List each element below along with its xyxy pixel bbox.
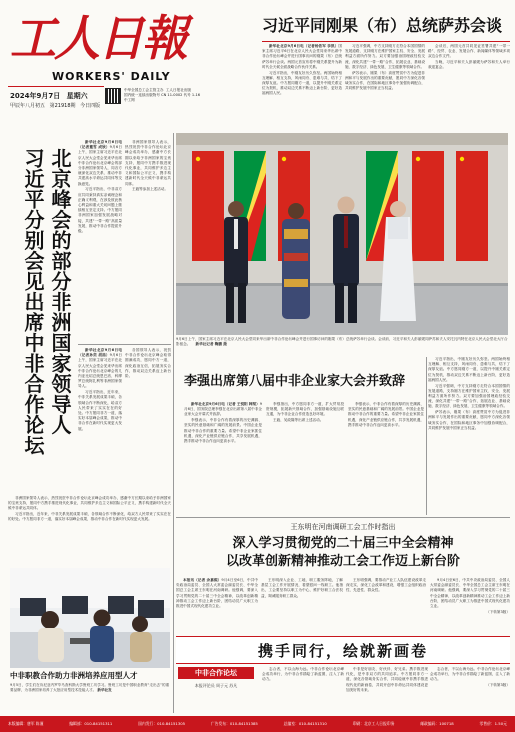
publisher-line-3: 国内统一连续出版物号 CN 11-0002 bbox=[124, 93, 183, 97]
article-2-byline: 新华社北京9月6日电（记者 王悦阳 韩梁） bbox=[191, 402, 260, 406]
left-photo-text bbox=[10, 683, 172, 713]
footer-item-5: 总编室：010-84151310 bbox=[283, 721, 327, 726]
lunar-date: 甲辰年八月初五 bbox=[10, 103, 46, 109]
left-article-2-col-1 bbox=[78, 348, 122, 516]
left-article-2-para-1: 9月6日上午，国家主席习近平在北京人民大会堂会见来华出席中非合作论坛北京峰会的几内亚比绍总统恩巴洛、科摩罗总统阿扎利等非洲国家领导人。 bbox=[78, 353, 122, 389]
lead-para-1: 国家主席习近平6日在北京人民大会堂同来华出席中非合作论坛峰会并进行国事访问的刚果（布）总统萨苏举行会谈。两国元首宣布将中刚关系提升为新时代全天候全面战略合作伙伴关系。 bbox=[262, 44, 342, 69]
left-para-2: 习近平指出，中非双方应共同秉持真实亲诚理念和正确义利观，在涉及彼此核心利益和重大关切问题上继续相互坚定支持。中方愿同非洲国家加强发展战略对接，共建“一带一路”高质量发展，推动中非合作提质升级。 bbox=[78, 187, 122, 234]
article-2-para-4: 王毅、吴政隆等出席上述活动。 bbox=[273, 418, 324, 423]
left-article-2-byline: 新华社北京9月6日电（记者孙奕 胡喆） bbox=[78, 348, 122, 358]
main-photo bbox=[176, 133, 508, 335]
footer-item-4: 广告发布：010-84151385 bbox=[210, 721, 258, 726]
article-2-col-1 bbox=[184, 402, 262, 512]
article-3-col-3 bbox=[346, 578, 426, 634]
article-2-headline: 李强出席第八届中非企业家大会并致辞 bbox=[184, 374, 406, 389]
left-lower-text bbox=[8, 496, 171, 566]
website-link[interactable]: 中工网 bbox=[124, 98, 135, 102]
column-tag bbox=[178, 667, 254, 679]
left-para-3: 非洲国家领导人表示，热烈祝贺中非合作论坛北京峰会成功举办，感谢中方长期以来给予非洲国家的宝贵支持，愿同中方携手推进现代化事业，共同维护多边主义和国际公平正义，携手构建新时代全天候中非命运共同体。 bbox=[125, 140, 171, 186]
left-lower-para-1: 非洲国家领导人表示，热烈祝贺中非合作论坛北京峰会成功举办，感谢中方长期以来给予非洲国家的宝贵支持，愿同中方携手推进现代化事业，共同维护多边主义和国际公平正义，携手构建新时代全天候中非命运共同体。 bbox=[8, 496, 171, 511]
main-photo-credit: 新华社记者 鞠鹏 摄 bbox=[195, 342, 227, 346]
article-3-credit: （下转第3版） bbox=[486, 609, 510, 614]
main-photo-caption-text: 9月6日上午，国家主席习近平在北京人民大会堂同来华出席中非合作论坛峰会并进行国事访问的刚果（布）总统萨苏举行会谈。会谈前，习近平和夫人彭丽媛同萨苏和夫人安托瓦内特在北京人民大会堂北大厅合影留念。 bbox=[176, 337, 508, 346]
newspaper-logo: 工人日報 bbox=[10, 9, 186, 67]
lead-article-col-2 bbox=[345, 44, 425, 132]
article-2-col-3 bbox=[348, 402, 424, 512]
masthead-rule bbox=[8, 86, 104, 87]
divider-right-column bbox=[426, 357, 427, 515]
lead-para-6: 当晚，习近平和夫人彭丽媛为萨苏和夫人举行欢迎宴会。 bbox=[428, 60, 510, 70]
left-photo-text-body: 9月5日，学生们在肯尼亚内罗毕马查科斯大学鲁班工坊学习。鲁班工坊是中国职业教育“走出去”的重要品牌，为非洲国家培养了大批应用型技术技能人才。 bbox=[10, 683, 170, 692]
left-photo-credit: 新华社发 bbox=[97, 688, 112, 692]
footer-item-3: 国内发行：010-84151305 bbox=[138, 721, 186, 726]
article-3-col-2 bbox=[261, 578, 343, 634]
bottom-col-3 bbox=[430, 667, 510, 713]
footer-item-2: 编辑部：010-84151311 bbox=[69, 721, 113, 726]
left-para-1: 9月6日上午，国家主席习近平在北京人民大会堂会见来华出席中非合作论坛北京峰会的部分非洲国家领导人，同各方就深化双边关系、推动中非共建高水平命运共同体等交换意见。 bbox=[78, 145, 122, 186]
issue-number: 第21918期 bbox=[49, 103, 76, 109]
lead-article-col-3 bbox=[428, 44, 510, 132]
publisher-line-4: 代号 1-16 bbox=[183, 93, 201, 97]
lead-headline: 习近平同刚果（布）总统萨苏会谈 bbox=[262, 16, 503, 35]
vertical-headline-leaders: 北京峰会的部分非洲国家领导人 bbox=[48, 148, 72, 435]
article-3-byline: 本报讯（记者 余嘉熙） bbox=[183, 578, 222, 582]
article-2-para-5: 李强表示，中非合作有着深厚的历史渊源、坚实的民意基础和广阔的发展前景。中国企业是推动中非合作的重要力量。希望中非企业家抓住机遇，深化产业链供应链合作，共享发展机遇，携手推动中非合作迈向更高水平。 bbox=[348, 402, 424, 427]
article-3-col-4 bbox=[430, 578, 510, 634]
lead-para-5: 会谈后，两国元首共同见证签署共建“一带一路”、经贸、农业、发展合作、新闻媒体等领域多项双边合作文件。 bbox=[428, 44, 510, 59]
footer-item-6: 印刷：北京工人日报印务 bbox=[352, 721, 395, 726]
lead-byline: 新华社北京9月6日电（记者杨依军 李凯） bbox=[269, 44, 339, 48]
article-3-para-1: 9月4日至6日，中共中央政治局委员、全国人大常委会副委员长、中华全国总工会主席王东明在河南调研。他强调，要深入学习贯彻党的二十届三中全会精神，以改革创新精神推动工会工作迈上新台阶，团结动员广大职工为推进中国式现代化建功立业。 bbox=[176, 578, 258, 609]
article-3-title-1: 深入学习贯彻党的二十届三中全会精神 bbox=[232, 536, 454, 551]
footer-items bbox=[0, 716, 515, 732]
english-name: WORKERS' DAILY bbox=[52, 70, 171, 83]
lead-para-2: 习近平指出，中刚友好历久弥坚。两国始终相互理解、相互支持，风雨同舟、患难与共，结下了深厚友谊。中方愿同刚方一道，以提升中刚关系定位为契机，推动双边关系不断迈上新台阶，更好造福两国人民。 bbox=[262, 70, 342, 96]
article-3-para-2: 王东明深入企业、工地、职工服务阵地，了解基层工会工作开展情况，看望慰问一线职工。他指出，工会要坚持以职工为中心，维护好职工合法权益，竭诚服务职工群众。 bbox=[261, 578, 343, 598]
publisher-line-1: 中华全国总工会主管主办 bbox=[124, 88, 164, 92]
left-byline: 新华社北京9月6日电（记者董雪 成欣） bbox=[78, 140, 122, 150]
article-3-para-3: 王东明强调，要推动产业工人队伍建设改革走深走实，深化工会改革和建设，增强工会组织政治性、先进性、群众性。 bbox=[346, 578, 426, 593]
issue-date: 2024年9月7日 bbox=[10, 92, 61, 100]
left-article-col-2 bbox=[125, 140, 171, 342]
left-article-2-col-2 bbox=[125, 348, 171, 516]
bottom-byline: 本报评论员 周子元 苏凡 bbox=[194, 683, 238, 688]
issue-weekday: 星期六 bbox=[66, 92, 88, 100]
article-2-col-2 bbox=[266, 402, 344, 512]
main-photo-caption bbox=[176, 337, 508, 353]
bottom-para-3: 志合者，不以山海为远。中非合作论坛北京峰会成功举行，为中非合作描绘了新蓝图，注入了新动力。 bbox=[430, 667, 510, 682]
left-photo-title: 中非职教合作助力非洲培养应用型人才 bbox=[10, 671, 138, 680]
left-article-2-para-2: 习近平指出，近年来，中非关系发展成果丰硕，各领域合作不断深化，给双方人民带来了实实在在的好处。中方愿同非方一道，落实好本届峰会成果，推动中非合作在新时代实现更大发展。 bbox=[78, 390, 122, 431]
article-3-col-1 bbox=[176, 578, 258, 634]
article-2-para-1: 9月6日，国务院总理李强在北京出席第八届中非企业家大会开幕式并致辞。 bbox=[184, 402, 262, 417]
bottom-banner bbox=[176, 636, 510, 664]
bottom-col-1 bbox=[262, 667, 344, 713]
article-3-kicker: 王东明在河南调研工会工作时指出 bbox=[290, 523, 396, 531]
bottom-para-1: 志合者，不以山海为远。中非合作论坛北京峰会成功举行，为中非合作描绘了新蓝图，注入了新动力。 bbox=[262, 667, 344, 682]
bottom-col-2 bbox=[346, 667, 428, 713]
lead-para-3: 习近平强调，中方支持刚方走符合本国国情的发展道路，支持刚方在维护国家主权、安全、发展利益方面所作努力。双方要加强治国理政经验交流，深化共建“一带一路”合作，拓展农业、基础设施、数字经济、绿色发展、卫生健康等领域合作。 bbox=[345, 44, 425, 69]
lead-cont-para-3: 萨苏表示，刚果（布）高度赞赏中方为促进非洲和平与发展作出的重要贡献，愿同中方深化各领域务实合作，在国际和地区事务中加强协调配合，共同维护发展中国家正当权益。 bbox=[428, 410, 510, 430]
bottom-para-2: 中非是好朋友、好伙伴、好兄弟。携手推进现代化，是中非双方的共同追求。中方愿同非方一道，深化各领域务实合作，共同绘就中非携手推进现代化的新画卷，共同开创中非命运共同体建设更加美好的未来。 bbox=[346, 667, 428, 692]
publisher-line-2: 工人日报社出版 bbox=[165, 88, 191, 92]
lead-article-col-1 bbox=[262, 44, 342, 132]
article-2-para-3: 李强指出，中方愿同非方一道，扩大贸易投资规模，拓展新兴领域合作，加强基础设施互联互通，为中非企业合作营造良好环境。 bbox=[266, 402, 344, 417]
bottom-banner-title: 携手同行，绘就新画卷 bbox=[257, 642, 428, 660]
divider-left-column bbox=[173, 133, 174, 713]
vertical-headline-meetings: 习近平分别会见出席中非合作论坛 bbox=[21, 148, 45, 456]
left-article-col-1 bbox=[78, 140, 122, 342]
left-photo bbox=[10, 568, 170, 668]
article-3-para-4: 9月4日至6日，中共中央政治局委员、全国人大常委会副委员长、中华全国总工会主席王东明在河南调研。他强调，要深入学习贯彻党的二十届三中全会精神，以改革创新精神推动工会工作迈上新台阶，团结动员广大职工为推进中国式现代化建功立业。 bbox=[430, 578, 510, 609]
lead-cont-para-2: 习近平强调，中方支持刚方走符合本国国情的发展道路，支持刚方在维护国家主权、安全、发展利益方面所作努力。双方要加强治国理政经验交流，深化共建“一带一路”合作，拓展农业、基础设施、数字经济、绿色发展、卫生健康等领域合作。 bbox=[428, 383, 510, 409]
footer-item-1: 本版编辑：唐军 陈谨 bbox=[8, 721, 44, 726]
footer-item-8: 零售价：1.50元 bbox=[479, 721, 507, 726]
lead-para-4: 萨苏表示，刚果（布）高度赞赏中方为促进非洲和平与发展作出的重要贡献，愿同中方深化各领域务实合作，在国际和地区事务中加强协调配合，共同维护发展中国家正当权益。 bbox=[345, 70, 425, 91]
left-article-2-para-3: 各国领导人表示，祝贺中非合作论坛北京峰会取得圆满成功，愿同中方一道，深化政治互信，拓展务实合作，推动双边关系迈上新台阶。 bbox=[125, 348, 171, 379]
qr-code-icon bbox=[106, 89, 120, 103]
masthead bbox=[8, 6, 220, 126]
article-3-title-2: 以改革创新精神推动工会工作迈上新台阶 bbox=[225, 554, 460, 569]
bottom-end-credit: （下转第3版） bbox=[486, 683, 510, 688]
left-lower-para-2: 习近平指出，近年来，中非关系发展成果丰硕，各领域合作不断深化，给双方人民带来了实实在在的好处。中方愿同非方一道，落实好本届峰会成果，推动中非合作在新时代实现更大发展。 bbox=[8, 512, 171, 522]
footer-item-7: 邮政编码：100718 bbox=[420, 721, 454, 726]
lead-continuation-col bbox=[428, 357, 510, 547]
left-para-4: 王毅等参加上述活动。 bbox=[132, 187, 168, 192]
page-count: 今日四版 bbox=[80, 103, 101, 109]
article-2-para-2: 李强表示，中非合作有着深厚的历史渊源、坚实的民意基础和广阔的发展前景。中国企业是推动中非合作的重要力量。希望中非企业家抓住机遇，深化产业链供应链合作，共享发展机遇，携手推动中非合作迈向更高水平。 bbox=[184, 418, 262, 444]
footer-bar bbox=[0, 716, 515, 732]
lead-cont-para-1: 习近平指出，中刚友好历久弥坚。两国始终相互理解、相互支持，风雨同舟、患难与共，结下了深厚友谊。中方愿同刚方一道，以提升中刚关系定位为契机，推动双边关系不断迈上新台阶，更好造福两国人民。 bbox=[428, 357, 510, 382]
column-tag-label: 中非合作论坛 bbox=[195, 669, 237, 677]
